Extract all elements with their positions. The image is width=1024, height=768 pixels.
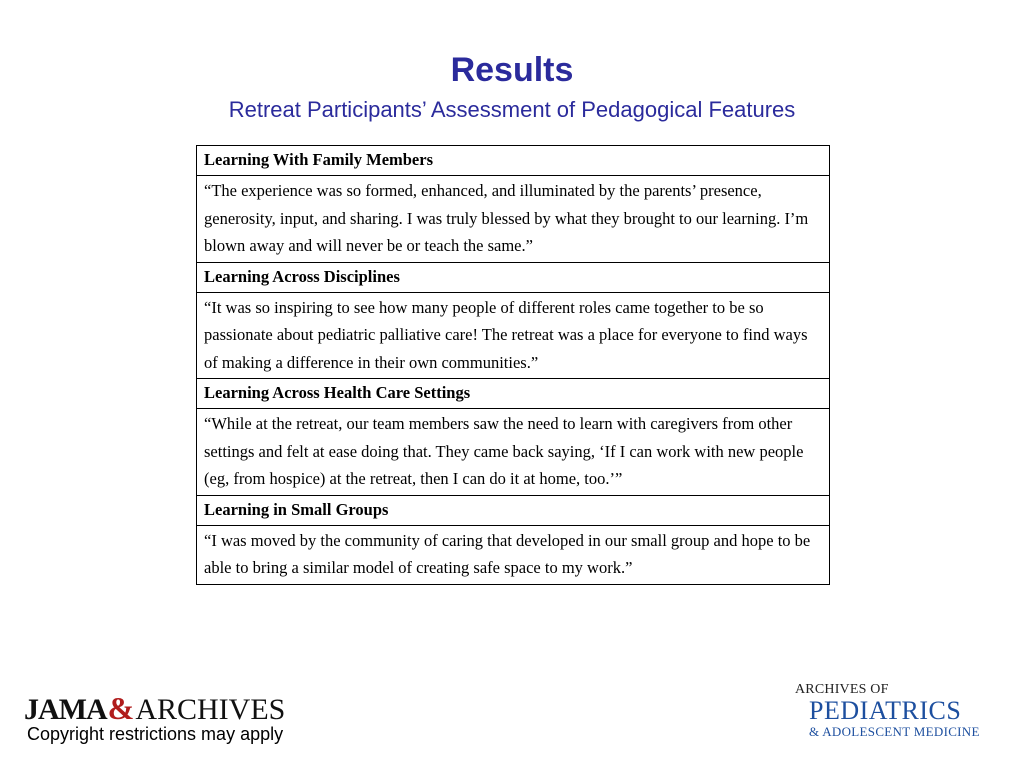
table-row-quote-disciplines [197, 292, 830, 379]
copyright-notice: Copyright restrictions may apply [27, 724, 284, 744]
slide-title: Results [450, 51, 574, 89]
archives-logo-text: ARCHIVES [135, 693, 286, 726]
section-quote: “The experience was so formed, enhanced, and illuminated by the parents’ presence, generosity, input, and sharing. I was truly blessed by what they brought to our learning. I’m blown away and will never be or teach the same.” [197, 176, 830, 263]
table-row-heading-family [197, 146, 830, 176]
quotes-table [196, 145, 830, 585]
table-row-heading-small-groups [197, 495, 830, 525]
section-quote: “While at the retreat, our team members saw the need to learn with caregivers from other settings and felt at ease doing that. They came back saying, ‘If I can work with new people (eg, from hospice) at the retreat, then I can do it at home, too.’” [197, 409, 830, 496]
journal-logo-line3: & ADOLESCENT MEDICINE [809, 724, 980, 739]
journal-logo [795, 682, 1010, 740]
section-heading: Learning Across Disciplines [197, 262, 830, 292]
jama-logo-text: JAMA [24, 693, 107, 726]
table-row-quote-small-groups [197, 525, 830, 584]
assessment-table [196, 145, 830, 585]
journal-logo-line1: ARCHIVES OF [795, 682, 889, 697]
ampersand-logo-mark: & [107, 690, 135, 726]
table-row-quote-settings [197, 409, 830, 496]
table-row-quote-family [197, 176, 830, 263]
slide-subtitle: Retreat Participants’ Assessment of Pedagogical Features [228, 97, 796, 122]
journal-logo-line2: PEDIATRICS [809, 696, 962, 725]
section-quote: “It was so inspiring to see how many people of different roles came together to be so passionate about pediatric palliative care! The retreat was a place for everyone to find ways of making a difference in their own communities.” [197, 292, 830, 379]
table-row-heading-settings [197, 379, 830, 409]
section-quote: “I was moved by the community of caring that developed in our small group and hope to be able to bring a similar model of creating safe space to my work.” [197, 525, 830, 584]
section-heading: Learning Across Health Care Settings [197, 379, 830, 409]
section-heading: Learning in Small Groups [197, 495, 830, 525]
section-heading: Learning With Family Members [197, 146, 830, 176]
jama-archives-logo [24, 690, 285, 727]
table-row-heading-disciplines [197, 262, 830, 292]
